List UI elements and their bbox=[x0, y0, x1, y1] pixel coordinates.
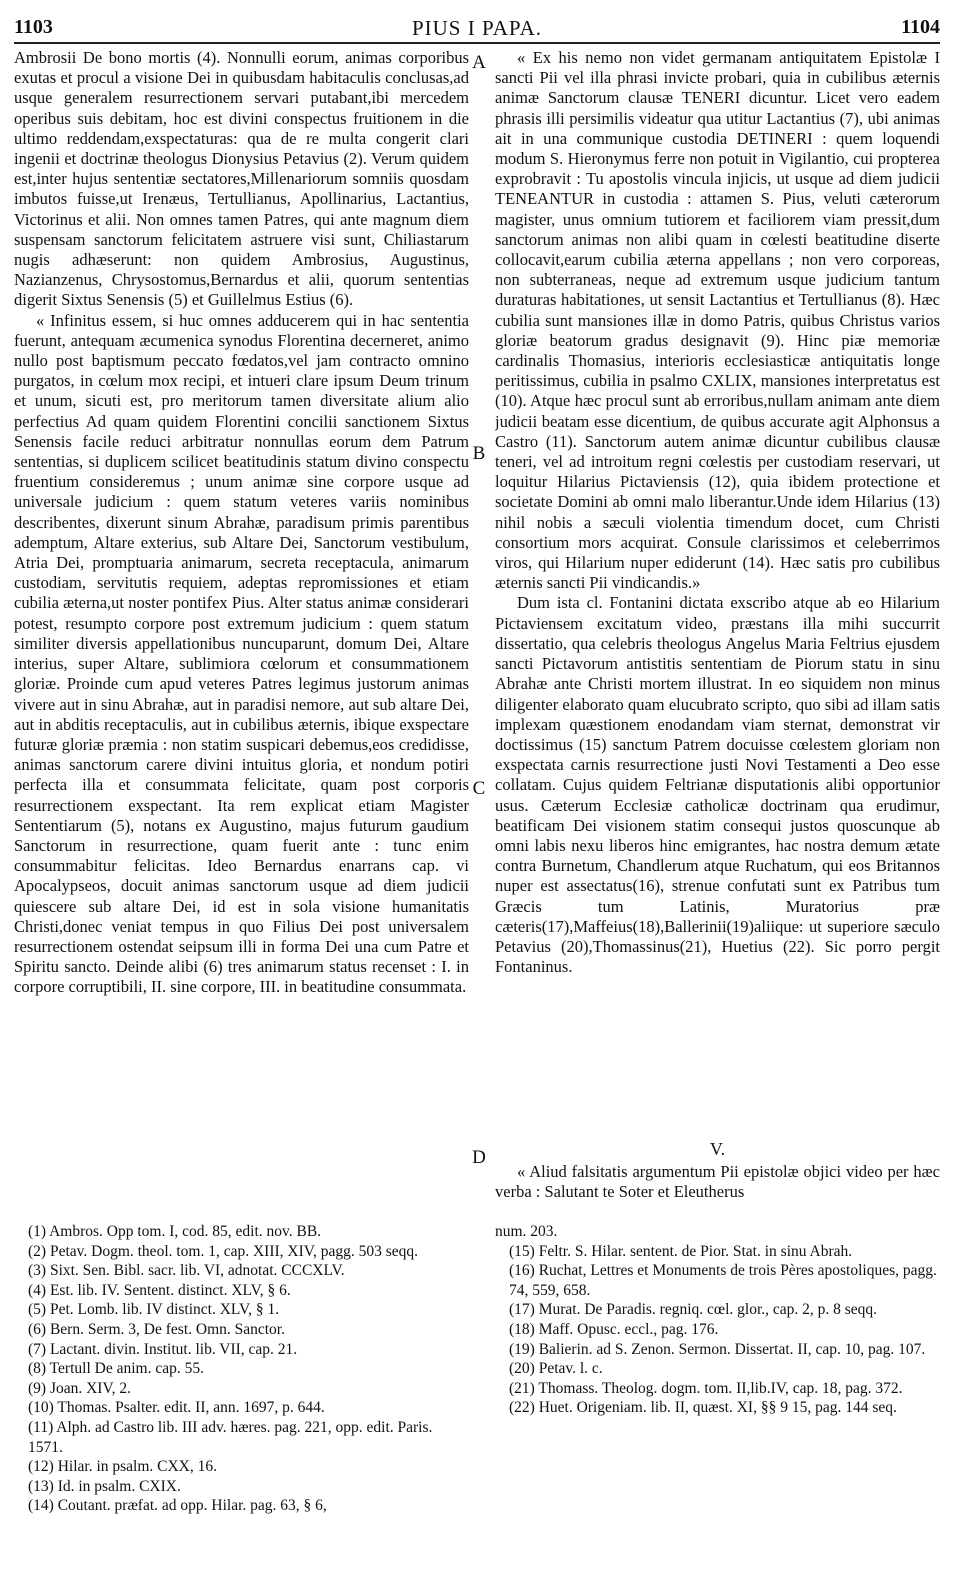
footnote: (17) Murat. De Paradis. regniq. cœl. glor., cap. 2, p. 8 seqq. bbox=[509, 1301, 878, 1319]
margin-letter-d: D bbox=[472, 1147, 486, 1168]
margin-letter-b: B bbox=[472, 443, 486, 464]
footnote: (5) Pet. Lomb. lib. IV distinct. XLV, § 1. bbox=[28, 1301, 280, 1319]
footnote: (13) Id. in psalm. CXIX. bbox=[28, 1477, 181, 1495]
footnote: (10) Thomas. Psalter. edit. II, ann. 1697, p. 644. bbox=[28, 1399, 325, 1417]
footnote: (18) Maff. Opusc. eccl., pag. 176. bbox=[509, 1320, 719, 1338]
footnote: (9) Joan. XIV, 2. bbox=[28, 1379, 132, 1397]
right-paragraph-1: « Ex his nemo non videt germanam antiquitatem Epistolæ I sancti Pii vel illa phrasi invicte probari, quia in cubilibus æternis animæ Sanctorum clausæ TENERI dicuntur. Licet vero eadem phrasis illi persimilis videatur qua utitur Lactantius (7), ubi animas ait in una communique custodia DETINERI : quem loquendi modum S. Hieronymus ferre non potuit in Vigilantio, cui propterea exprobravit : Tu apostolis vincula injicis, ut usque ad diem judicii TENEANTUR in custodia : attamen S. Pius, veluti cæterorum magister, unus omnium tutiorem et faciliorem viam pressit,dum sanctorum animas non alibi quam in cœlesti beatitudine diserte collocavit,earum cubilia æterna appellans ; non vero corporeas, non subterraneas, neque ad extremum usque judicium tantum duraturas habitationes, ut sensit Lactantius et Tertullianus (8). Hæc cubilia sunt mansiones illæ in domo Patris, quibus Christus varios gloriæ beatorum gradus designavit (9). Hinc piæ memoriæ cardinalis Thomasius, interioris ecclesiasticæ antiquitatis longe peritissimus, cubilia in psalmo CXLIX, mansiones interpretatus est (10). Atque hæc procul sunt ab erroribus,nullam animam ante diem judicii beatam esse dicentium, de quibus accurate agit Alphonsus a Castro (11). Sanctorum autem animæ dicuntur cubilibus clausæ teneri, vel ad introitum regni cœlestis per custodiam reservari, ut loquitur Hilarius Pictaviensis (12), quia ibidem protectione et societate Domini ab omni malo liberantur.Unde idem Hilarius (13) nihil nobis a sæculi violentia timendum docet, cum Christi consortium mors acquirat. Consule clarissimos et celeberrimos viros, qui Hilarium nuper ediderunt (14). Hæc satis pro cubilibus æternis sancti Pii vindicandis.» bbox=[495, 48, 940, 593]
footnote: (12) Hilar. in psalm. CXX, 16. bbox=[28, 1458, 217, 1476]
right-paragraph-2: Dum ista cl. Fontanini dictata exscribo atque ab eo Hilarium Pictaviensem excitatum video, præstans illa mihi succurrit dissertatio, qua celebris theologus Angelus Maria Feltrius ejusdem sancti Pictavorum antistitis sententiam de Piorum statu in sinu Abrahæ ante Christi mortem illustrat. In eo siquidem non minus diligenter elaborato quam elucubrato scripto, quo sibi ad illam satis implexam quæstionem enodandam viam sternat, demonstrat vir doctissimus (15) sanctum Patrem docuisse cœlestem gloriam non exspectata carnis resurrectione justi Novi Testamenti a Deo esse collatam. Cujus quidem Feltrianæ disputationis alibi opportunior usus. Cæterum Ecclesiæ catholicæ doctrinam qua erudimur, beatificam Dei visionem statim consequi justos quoscunque ab omni labis nexu liberos hinc emigrantes, hac nostra demum ætate contra Burnetum, Chandlerum atque Ruchatum, qui eos Britannos nuper est assectatus(16), strenue confutati sunt ex Patribus tum Græcis tum Latinis, Muratorius præ cæteris(17),Maffeius(18),Ballerinii(19)aliique: ut superiore sæculo Petavius (20),Thomassinus(21), Huetius (22). Sic porro pergit Fontaninus. bbox=[495, 593, 940, 977]
right-column bbox=[495, 48, 940, 1139]
margin-letter-a: A bbox=[472, 52, 486, 73]
margin-letter-c: C bbox=[472, 778, 486, 799]
footnotes-right bbox=[495, 1222, 940, 1522]
footnote: (21) Thomass. Theolog. dogm. tom. II,lib.IV, cap. 18, pag. 372. bbox=[509, 1379, 903, 1397]
footnote: (2) Petav. Dogm. theol. tom. 1, cap. XIII, XIV, pagg. 503 seqq. bbox=[28, 1242, 419, 1260]
right-paragraph-3: « Aliud falsitatis argumentum Pii epistolæ objici video per hæc verba : Salutant te Soter et Eleutherus bbox=[495, 1162, 940, 1202]
footnote: (7) Lactant. divin. Institut. lib. VII, cap. 21. bbox=[28, 1340, 298, 1358]
left-paragraph-1: Ambrosii De bono mortis (4). Nonnulli eorum, animas corporibus exutas et procul a visione Dei in quibusdam habitaculis conclusas,ad usque generalem resurrectionem servari putabant,ibi mercedem operibus suis debitam, hoc est divini conspectus fruitionem in die ultimo reddendam,exspectaturas: qua de re multa congerit clari ingenii et doctrinæ theologus Dionysius Petavius (2). Verum quidem est,inter hujus sententiæ sectatores,Millenariorum somniis quosdam imbutos fuisse,ut Irenæus, Tertullianus, Apollinarius, Lactantius, Victorinus et alii. Non omnes tamen Patres, qui ante magnum diem suspensam sanctorum felicitatem astruere visi sunt, Chiliastarum nugis adhæserunt: non quidem Ambrosius, Augustinus, Nazianzenus, Chrysostomus,Bernardus et alii, quorum sententias digerit Sixtus Senensis (5) et Guillelmus Estius (6). bbox=[14, 48, 469, 310]
running-title: PIUS I PAPA. bbox=[411, 16, 543, 40]
footnote: (22) Huet. Origeniam. lib. II, quæst. XI, §§ 9 15, pag. 144 seq. bbox=[509, 1399, 897, 1417]
running-header bbox=[14, 10, 940, 44]
footnote: (15) Feltr. S. Hilar. sentent. de Pior. Stat. in sinu Abrah. bbox=[509, 1242, 853, 1260]
footnote: (8) Tertull De anim. cap. 55. bbox=[28, 1360, 204, 1378]
section-heading: V. bbox=[709, 1139, 726, 1159]
footnote: (4) Est. lib. IV. Sentent. distinct. XLV, § 6. bbox=[28, 1281, 291, 1299]
left-paragraph-2: « Infinitus essem, si huc omnes adducerem qui in hac sententia fuerunt, antequam æcumenica synodus Florentina decerneret, animo nullo post baptismum peccato fœdatos,vel jam contracto omnino purgatos, in cœlum mox recipi, et intueri clare ipsum Deum trinum et unum, sicuti est, pro meritorum tamen diversitate alium alio perfectius Ad quam quidem Florentini concilii sanctionem Sixtus Senensis facile reduci arbitratur nonnullas eorum dem Patrum sententias, si duplicem scilicet beatitudinis statum divino conspectu fruentium consideremus ; unum animæ sine corpore usque ad universale judicium : quem statum veteres variis nominibus describentes, dixerunt sinum Abrahæ, paradisum primis parentibus ademptum, Altare exterius, sub Altare Dei, Sanctorum vestibulum, Atria Dei, promptuaria animarum, secreta receptacula, animarum custodiam, servitutis requiem, adeptas repromissiones et etiam cubilia æterna,ut noster pontifex Pius. Alter status animæ considerari potest, resumpto corpore post extremum judicium : quem statum similiter diversis appellationibus nuncuparunt, domum Dei, Altare interius, super Altare, sublimiora cœlorum et consummationem gloriæ. Proinde cum apud veteres Patres legimus justorum animas vivere aut in sinu Abrahæ, aut in paradisi nemore, aut sub altare Dei, aut in abditis receptaculis, aut in cubilibus æternis, ibique exspectare futuræ gloriæ præmia : non statim suspicari debemus,eos credidisse, animas sanctorum carere divini intuitus gloria, et nondum potiri perfecta illa et consummata felicitate, quam post corporis resurrectionem exspectant. Ita rem explicat etiam Magister Sententiarum (5), notans ex Augustino, majus futurum gaudium Sanctorum in resurrectione, quam fuerit ante : tunc enim consummabitur felicitas. Ideo Bernardus enarrans cap. vi Apocalypseos, docuit animas sanctorum usque ad diem judicii quiescere sub altare Dei, id est in sola visione humanitatis Christi,donec veniat tempus in quo Filius Dei post universalem resurrectionem ostendat seipsum illi in forma Dei una cum Patre et Spiritu sancto. Deinde alibi (6) tres animarum status recenset : I. in corpore corruptibili, II. sine corpore, III. in beatitudine consummata. bbox=[14, 310, 469, 997]
footnote: (14) Coutant. præfat. ad opp. Hilar. pag. 63, § 6, bbox=[28, 1497, 327, 1515]
footnote: (16) Ruchat, Lettres et Monuments de trois Pères apostoliques, pagg. 74, 559, 658. bbox=[509, 1262, 937, 1299]
right-column-continued bbox=[495, 1162, 940, 1212]
footnote-continuation: num. 203. bbox=[495, 1223, 558, 1240]
footnote: (11) Alph. ad Castro lib. III adv. hæres. pag. 221, opp. edit. Paris. 1571. bbox=[28, 1418, 433, 1456]
right-page-number: 1104 bbox=[901, 16, 940, 38]
footnote: (19) Balierin. ad S. Zenon. Sermon. Dissertat. II, cap. 10, pag. 107. bbox=[509, 1340, 926, 1358]
footnote: (20) Petav. l. c. bbox=[509, 1360, 603, 1378]
left-page-number: 1103 bbox=[14, 16, 53, 38]
footnote: (3) Sixt. Sen. Bibl. sacr. lib. VI, adnotat. CCCXLV. bbox=[28, 1262, 345, 1280]
header-rule bbox=[14, 42, 940, 44]
footnote: (1) Ambros. Opp tom. I, cod. 85, edit. nov. BB. bbox=[28, 1223, 322, 1240]
footnote: (6) Bern. Serm. 3, De fest. Omn. Sanctor. bbox=[28, 1320, 285, 1338]
left-column bbox=[14, 48, 469, 1218]
footnotes-left bbox=[14, 1222, 469, 1522]
